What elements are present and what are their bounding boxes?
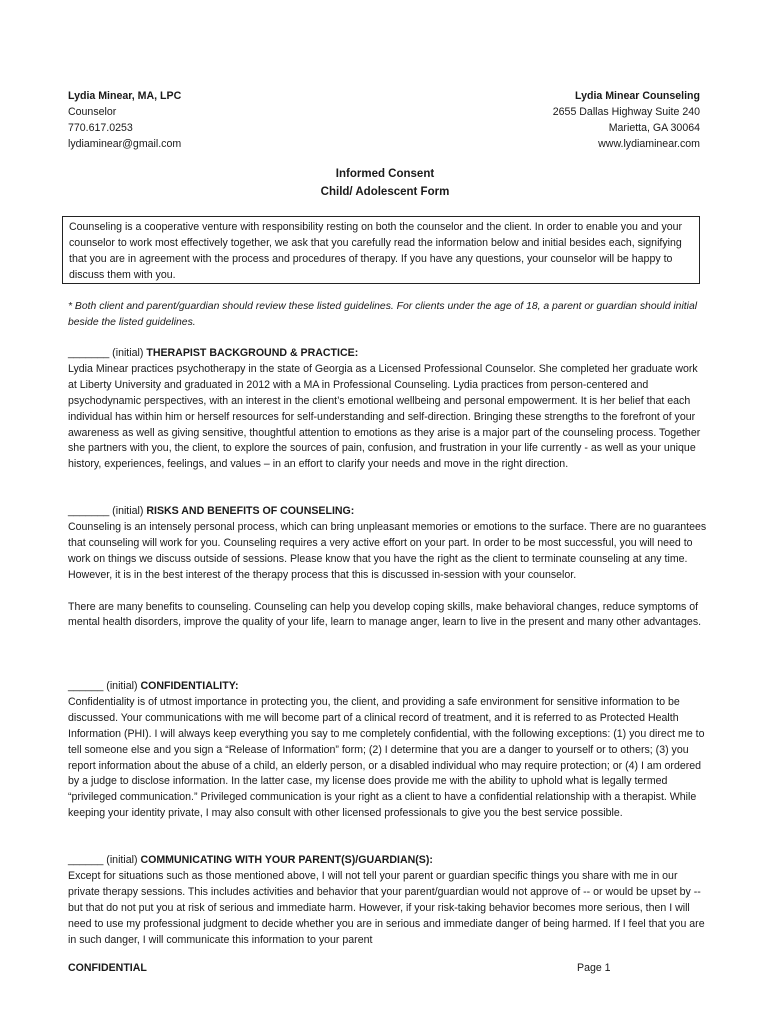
practice-address-line2: Marietta, GA 30064 [608, 122, 700, 134]
counselor-info [68, 88, 181, 152]
section-heading [68, 346, 708, 362]
section-body: Counseling is an intensely personal process, which can bring unpleasant memories or emotions to the surface. There are no guarantees that counseling will work for you. Counseling requires a very active effort on your part. In order to be most successful, you will need to work on things we discuss outside of sessions. Please know that you have the right as the client to terminate counseling at any time. However, it is in the best interest of the therapy process that this is discussed in-session with your counselor. [68, 520, 707, 581]
counselor-name: Lydia Minear, MA, LPC [68, 90, 182, 102]
section-background [68, 346, 708, 473]
intro-box [62, 216, 700, 284]
initial-line: _______ (initial) [68, 347, 144, 359]
section-title: COMMUNICATING WITH YOUR PARENT(S)/GUARDIAN(S): [140, 854, 433, 866]
section-title: CONFIDENTIALITY: [140, 680, 239, 692]
footer-confidential: CONFIDENTIAL [68, 962, 147, 974]
counselor-role: Counselor [68, 106, 117, 118]
guardian-note: * Both client and parent/guardian should review these listed guidelines. For clients under the age of 18, a parent or guardian should initial beside the listed guidelines. [68, 301, 698, 328]
section-body: Except for situations such as those mentioned above, I will not tell your parent or guardian specific things you share with me in our private therapy sessions. This includes activities and behavior that your parent/guardian would not approve of -- or would be upset by -- but that do not put you at risk of serious and immediate harm. However, if your risk-taking behavior becomes more serious, then I will need to use my professional judgment to decide whether you are in serious and immediate danger of being harmed. If I feel that you are in such danger, I will communicate this information to your parent [68, 869, 705, 946]
footer-page-number: Page 1 [577, 962, 611, 974]
section-body-2: There are many benefits to counseling. Counseling can help you develop coping skills, make behavioral changes, reduce symptoms of mental health disorders, improve the quality of your life, learn to manage anger, learn to live in the present and many other advantages. [68, 600, 702, 629]
initial-line: _______ (initial) [68, 505, 144, 517]
document-subtitle: Child/ Adolescent Form [320, 186, 450, 198]
counselor-phone: 770.617.0253 [68, 122, 133, 134]
initial-line: ______ (initial) [68, 680, 138, 692]
document-title: Informed Consent [335, 168, 435, 180]
counselor-email: lydiaminear@gmail.com [68, 138, 182, 150]
section-risks [68, 504, 708, 631]
section-title: THERAPIST BACKGROUND & PRACTICE: [146, 347, 359, 359]
section-confidentiality [68, 679, 708, 822]
intro-text: Counseling is a cooperative venture with responsibility resting on both the counselor and the client. In order to enable you and your counselor to work most effectively together, we ask that you carefully read the information below and initial besides each, signifying that you are in agreement with the process and procedures of therapy. If you have any questions, your counselor will be happy to discuss them with you. [69, 221, 683, 281]
section-heading [68, 504, 708, 520]
section-heading [68, 679, 708, 695]
section-parents [68, 853, 708, 948]
initial-line: ______ (initial) [68, 854, 138, 866]
section-body: Lydia Minear practices psychotherapy in the state of Georgia as a Licensed Professional Counselor. She completed her graduate work at Liberty University and graduated in 2012 with a MA in Professional Counseling. Lydia practices from person-centered and psychodynamic perspectives, with an interest in the client’s emotional wellbeing and personal empowerment. It is her belief that each individual has within him or herself resources for self-understanding and self-direction. Bringing these strengths to the forefront of your awareness as well as giving sensitive, thoughtful attention to emotions as they arise is a major part of the counseling process. Together she partners with you, the client, to explore the sources of pain, confusion, and frustration in your life currently - as well as your unique history, experiences, feelings, and values – in an effort to clarify your needs and move in the right direction. [68, 362, 701, 471]
practice-address-line1: 2655 Dallas Highway Suite 240 [552, 106, 700, 118]
practice-name: Lydia Minear Counseling [575, 90, 700, 102]
section-heading [68, 853, 708, 869]
practice-website: www.lydiaminear.com [598, 138, 700, 150]
section-title: RISKS AND BENEFITS OF COUNSELING: [146, 505, 355, 517]
practice-info [553, 88, 700, 152]
section-body: Confidentiality is of utmost importance in protecting you, the client, and providing a safe environment for sensitive information to be discussed. Your communications with me will become part of a clinical record of treatment, and it is referred to as Protected Health Information (PHI). I will always keep everything you say to me completely confidential, with the following exceptions: (1) you direct me to tell someone else and you sign a “Release of Information” form; (2) I determine that you are a danger to yourself or to others; (3) you report information about the abuse of a child, an elderly person, or a disabled individual who may require protection; or (4) I am ordered by a judge to disclose information. In the latter case, my license does provide me with the ability to uphold what is legally termed “privileged communication.” Privileged communication is your right as a client to have a confidential relationship with a therapist. While keeping your identity private, I may also consult with other licensed professionals to give you the best service possible. [68, 695, 705, 820]
